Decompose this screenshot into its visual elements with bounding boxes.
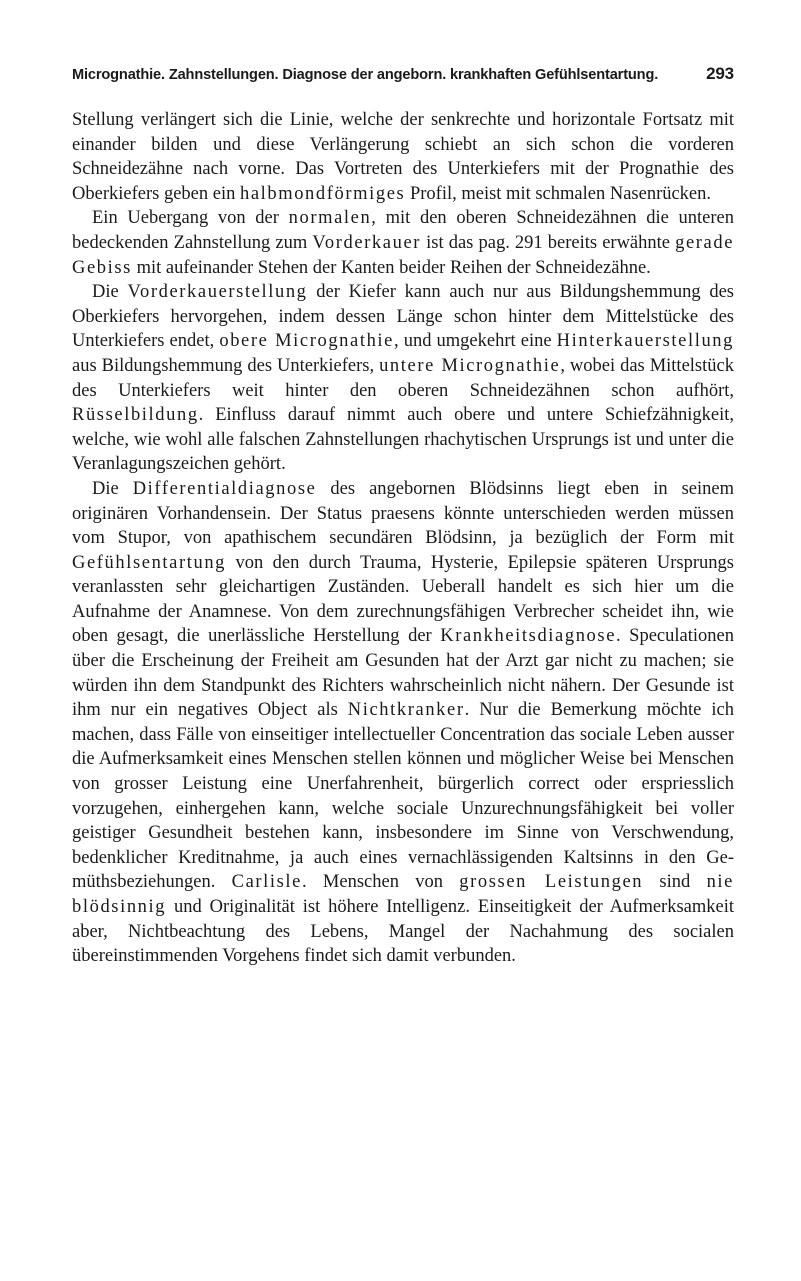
text-run: , und umgekehrt eine <box>393 331 557 352</box>
emphasized-text: Gefühlsentartung <box>72 552 227 573</box>
text-run: , mit den oberen Schneidezähnen die unteren bedeckenden Zahnstellung zum <box>72 208 735 253</box>
emphasized-text: Hinterkauerstellung <box>556 331 734 352</box>
emphasized-text: gerade Gebiss <box>72 232 735 278</box>
paragraph <box>72 206 734 280</box>
text-run: , wobei das Mittelstück des Unterkiefers weit hinter den oberen Schneidezähnen schon aufhört, <box>72 355 734 401</box>
text-run: Die <box>92 282 128 303</box>
text-run: Ein Uebergang von der <box>92 208 289 229</box>
emphasized-text: obere Micrognathie <box>219 331 394 352</box>
text-run: des angebornen Blödsinns liegt eben in seinem originären Vorhandensein. Der Status praesens könnte unterschieden werden müssen vom Stupor, von apathischem secundären Blödsinn, ja bezüglich der Form mit <box>72 478 734 549</box>
text-run: mit aufeinander Stehen der Kanten beider Reihen der Schneidezähne. <box>131 257 651 278</box>
text-run: aus Bildungshemmung des Unterkiefers, <box>72 355 380 376</box>
text-run: der Kiefer kann auch nur aus Bildungshemmung des Oberkiefers hervorgehen, indem dessen Länge schon hinter dem Mittelstücke des Unterkiefers endet, <box>72 282 734 352</box>
page-number: 293 <box>706 64 734 83</box>
text-run: und Originalität ist höhere Intelligenz. Einseitigkeit der Aufmerksamkeit aber, Nichtbeachtung des Lebens, Mangel der Nachahmung des socialen übereinstimmenden Vorgehens findet sich damit verbunden. <box>72 897 734 967</box>
emphasized-text: Vorderkauer <box>312 232 422 253</box>
emphasized-text: grossen Leistungen <box>459 872 644 893</box>
text-run: Profil, meist mit schmalen Nasenrücken. <box>405 183 712 204</box>
paragraph <box>72 108 734 206</box>
running-head-title: Micrognathie. Zahnstellungen. Diagnose der angeborn. krankhaften Gefühlsentartung. <box>72 67 659 83</box>
emphasized-text: Nichtkranker <box>347 700 465 721</box>
body-text <box>72 108 734 969</box>
text-run: Die <box>92 478 133 499</box>
text-run: . Nur die Bemerkung möchte ich machen, dass Fälle von einseitiger intellectueller Concentration das sociale Leben ausser die Aufmerksamkeit eines Menschen stellen können und möglicher Weise bei Menschen von grosser Leistung eine Unerfahrenheit, bürgerlich correct oder erspriesslich vorzugehen, einhergehen kann, welche sociale Unzurechnungsfähigkeit bei voller geistiger Gesundheit bestehen kann, insbesondere im Sinne von Verschwendung, bedenklicher Kreditnahme, ja auch eines vernachlässigenden Kaltsinns in den Gemüthsbeziehungen. <box>72 700 734 893</box>
paragraph <box>72 477 734 969</box>
emphasized-text: Rüsselbildung <box>72 405 199 426</box>
emphasized-text: Differentialdiagnose <box>132 478 317 499</box>
emphasized-text: Carlisle <box>231 872 302 893</box>
emphasized-text: halbmondförmiges <box>239 183 406 204</box>
book-page <box>72 64 734 969</box>
emphasized-text: Krankheitsdiagnose <box>440 626 616 647</box>
text-run: Stellung verlängert sich die Linie, welche der senkrechte und horizontale Fortsatz mit einander bilden und diese Verlängerung schiebt an sich schon die vorderen Schneidezähne nach vorne. Das Vortreten des Unterkiefers mit der Prognathie des Oberkiefers geben ein <box>72 110 734 204</box>
emphasized-text: normalen <box>288 208 372 229</box>
text-run: . Menschen von <box>301 872 460 893</box>
paragraph <box>72 280 734 477</box>
emphasized-text: nie blödsinnig <box>72 872 734 917</box>
text-run: ist das pag. 291 bereits erwähnte <box>421 232 676 253</box>
text-run: sind <box>643 872 707 893</box>
text-run: . Speculationen über die Erscheinung der Freiheit am Gesunden hat der Arzt gar nicht zu machen; sie würden ihn dem Standpunkt des Richters wahrscheinlich nicht nähern. Der Gesunde ist ihm nur ein negatives Object als <box>72 626 734 721</box>
emphasized-text: Vorderkauerstellung <box>127 282 308 303</box>
running-head <box>72 64 734 84</box>
text-run: von den durch Trauma, Hysterie, Epilepsie späteren Ursprungs veranlassten sehr gleichartigen Zuständen. Ueberall handelt es sich hier um die Aufnahme der Anamnese. Von dem zurechnungsfähigen Verbrecher scheidet ihn, wie oben gesagt, die unerlässliche Herstellung der <box>72 552 734 647</box>
text-run: . Einfluss darauf nimmt auch obere und untere Schiefzähnigkeit, welche, wie wohl alle falschen Zahnstellungen rhachytischen Ursprungs ist und unter die Veranlagungszeichen gehört. <box>72 405 734 475</box>
emphasized-text: untere Micrognathie <box>379 355 561 376</box>
